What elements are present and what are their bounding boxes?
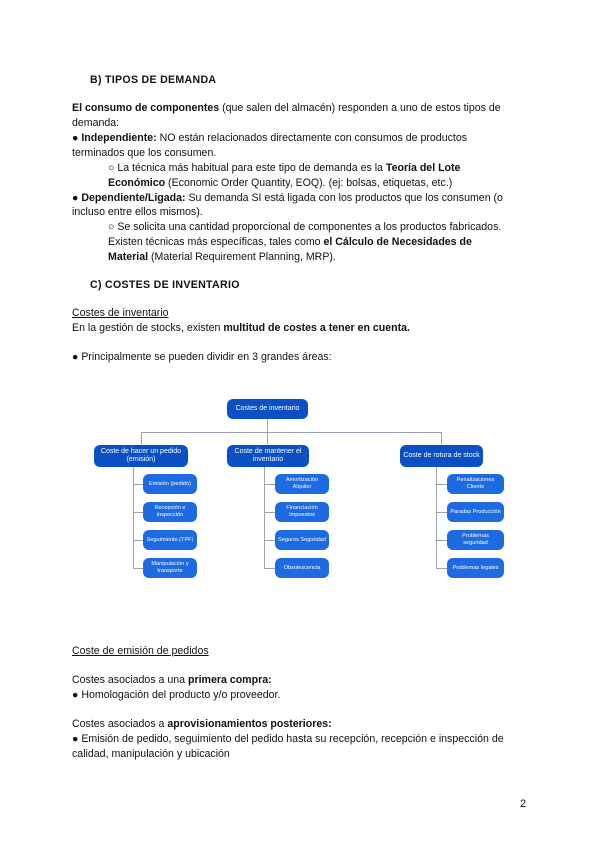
tick (436, 540, 447, 541)
tick (133, 568, 143, 569)
tick (436, 484, 447, 485)
spine-right (436, 467, 437, 569)
emision-subtitle (72, 644, 209, 659)
mrp-text: Existen técnicas más específicas, tales como (108, 236, 324, 248)
child-emision: Emisión (pedido) (143, 474, 197, 494)
child-paradas: Paradas Producción (447, 502, 504, 522)
branch-emision-node: Coste de hacer un pedido (emisión) (94, 445, 188, 467)
primera-compra-line (72, 673, 272, 688)
material-bold: Material (108, 251, 149, 263)
connector-right (441, 432, 442, 444)
independiente-text: NO están relacionados directamente con consumos de productos (156, 132, 468, 144)
child-problemas-seguridad: Problemas seguridad (447, 530, 504, 550)
child-penalizaciones: Penalizaciones Cliente (447, 474, 504, 494)
spine-left (133, 467, 134, 569)
emision-bullet-1: ● Emisión de pedido, seguimiento del pedido hasta su recepción, recepción e inspección de (72, 733, 504, 745)
child-financiacion: Financiación Impuestos (275, 502, 329, 522)
diagram-root-node: Costes de inventario (227, 399, 308, 419)
homologacion-bullet: ● Homologación del producto y/o proveedor. (72, 689, 281, 701)
eoq-bold: Teoría del Lote (385, 162, 461, 174)
section-c-title: C) COSTES DE INVENTARIO (90, 279, 240, 291)
tick (264, 484, 275, 485)
consumo-bold: El consumo de componentes (72, 102, 220, 114)
tick (436, 568, 447, 569)
costes-bold: multitud de costes a tener en cuenta. (223, 322, 410, 334)
posteriores-bold: aprovisionamientos posteriores: (167, 718, 332, 730)
spine-middle (264, 467, 265, 569)
subbullet-mrp-1: ○ Se solicita una cantidad proporcional de componentes a los productos fabricados. (108, 221, 502, 233)
emision-subtitle-text: Coste de emisión de pedidos (72, 645, 209, 657)
dependiente-text: Su demanda SI está ligada con los productos que los consumen (o (185, 192, 503, 204)
child-seguros: Seguros Seguridad (275, 530, 329, 550)
connector-horizontal (141, 432, 441, 433)
child-seguimiento: Seguimiento (TPF) (143, 530, 197, 550)
mrp-rest: (Material Requirement Planning, MRP). (148, 251, 336, 263)
connector-root (267, 418, 268, 432)
emision-bullet-2: calidad, manipulación y ubicación (72, 748, 230, 760)
paragraph-demanda: demanda: (72, 117, 120, 129)
tick (264, 568, 275, 569)
child-recepcion: Recepción e inspección (143, 502, 197, 522)
tick (264, 540, 275, 541)
section-b-title: B) TIPOS DE DEMANDA (90, 74, 217, 86)
bullet-dot: ● (72, 132, 82, 144)
child-manipulacion: Manipulación y transporte (143, 558, 197, 578)
child-problemas-legales: Problemas legales (447, 558, 504, 578)
areas-bullet: ● Principalmente se pueden dividir en 3 grandes áreas: (72, 351, 332, 363)
branch-mantener-node: Coste de mantener el inventario (227, 445, 309, 467)
eoq-text: ○ La técnica más habitual para este tipo de demanda es la (108, 162, 386, 174)
dependiente-text-2: incluso entre ellos mismos). (72, 206, 203, 218)
tick (133, 484, 143, 485)
consumo-text: (que salen del almacén) responden a uno de estos tipos de (219, 102, 501, 114)
tick (133, 540, 143, 541)
child-obsolescencia: Obsolescencia (275, 558, 329, 578)
posteriores-text: Costes asociados a (72, 718, 168, 730)
economico-bold: Económico (108, 177, 166, 189)
dependiente-bold: Dependiente/Ligada: (81, 192, 186, 204)
primera-text: Costes asociados a una (72, 674, 189, 686)
eoq-rest: (Economic Order Quantity, EOQ). (ej: bolsas, etiquetas, etc.) (165, 177, 453, 189)
tick (436, 512, 447, 513)
subtitle-text: Costes de inventario (72, 307, 169, 319)
bullet-dot: ● (72, 192, 82, 204)
tick (133, 512, 143, 513)
branch-rotura-node: Coste de rotura de stock (400, 445, 483, 467)
independiente-text-2: terminados que los consumen. (72, 147, 217, 159)
connector-left (141, 432, 142, 444)
tick (264, 512, 275, 513)
primera-bold: primera compra: (188, 674, 272, 686)
mrp-bold: el Cálculo de Necesidades de (323, 236, 472, 248)
connector-middle (267, 432, 268, 444)
child-amortizacion: Amortización Alquiler (275, 474, 329, 494)
costes-text: En la gestión de stocks, existen (72, 322, 224, 334)
independiente-bold: Independiente: (81, 132, 157, 144)
posteriores-line (72, 717, 332, 732)
page-number: 2 (520, 798, 527, 810)
